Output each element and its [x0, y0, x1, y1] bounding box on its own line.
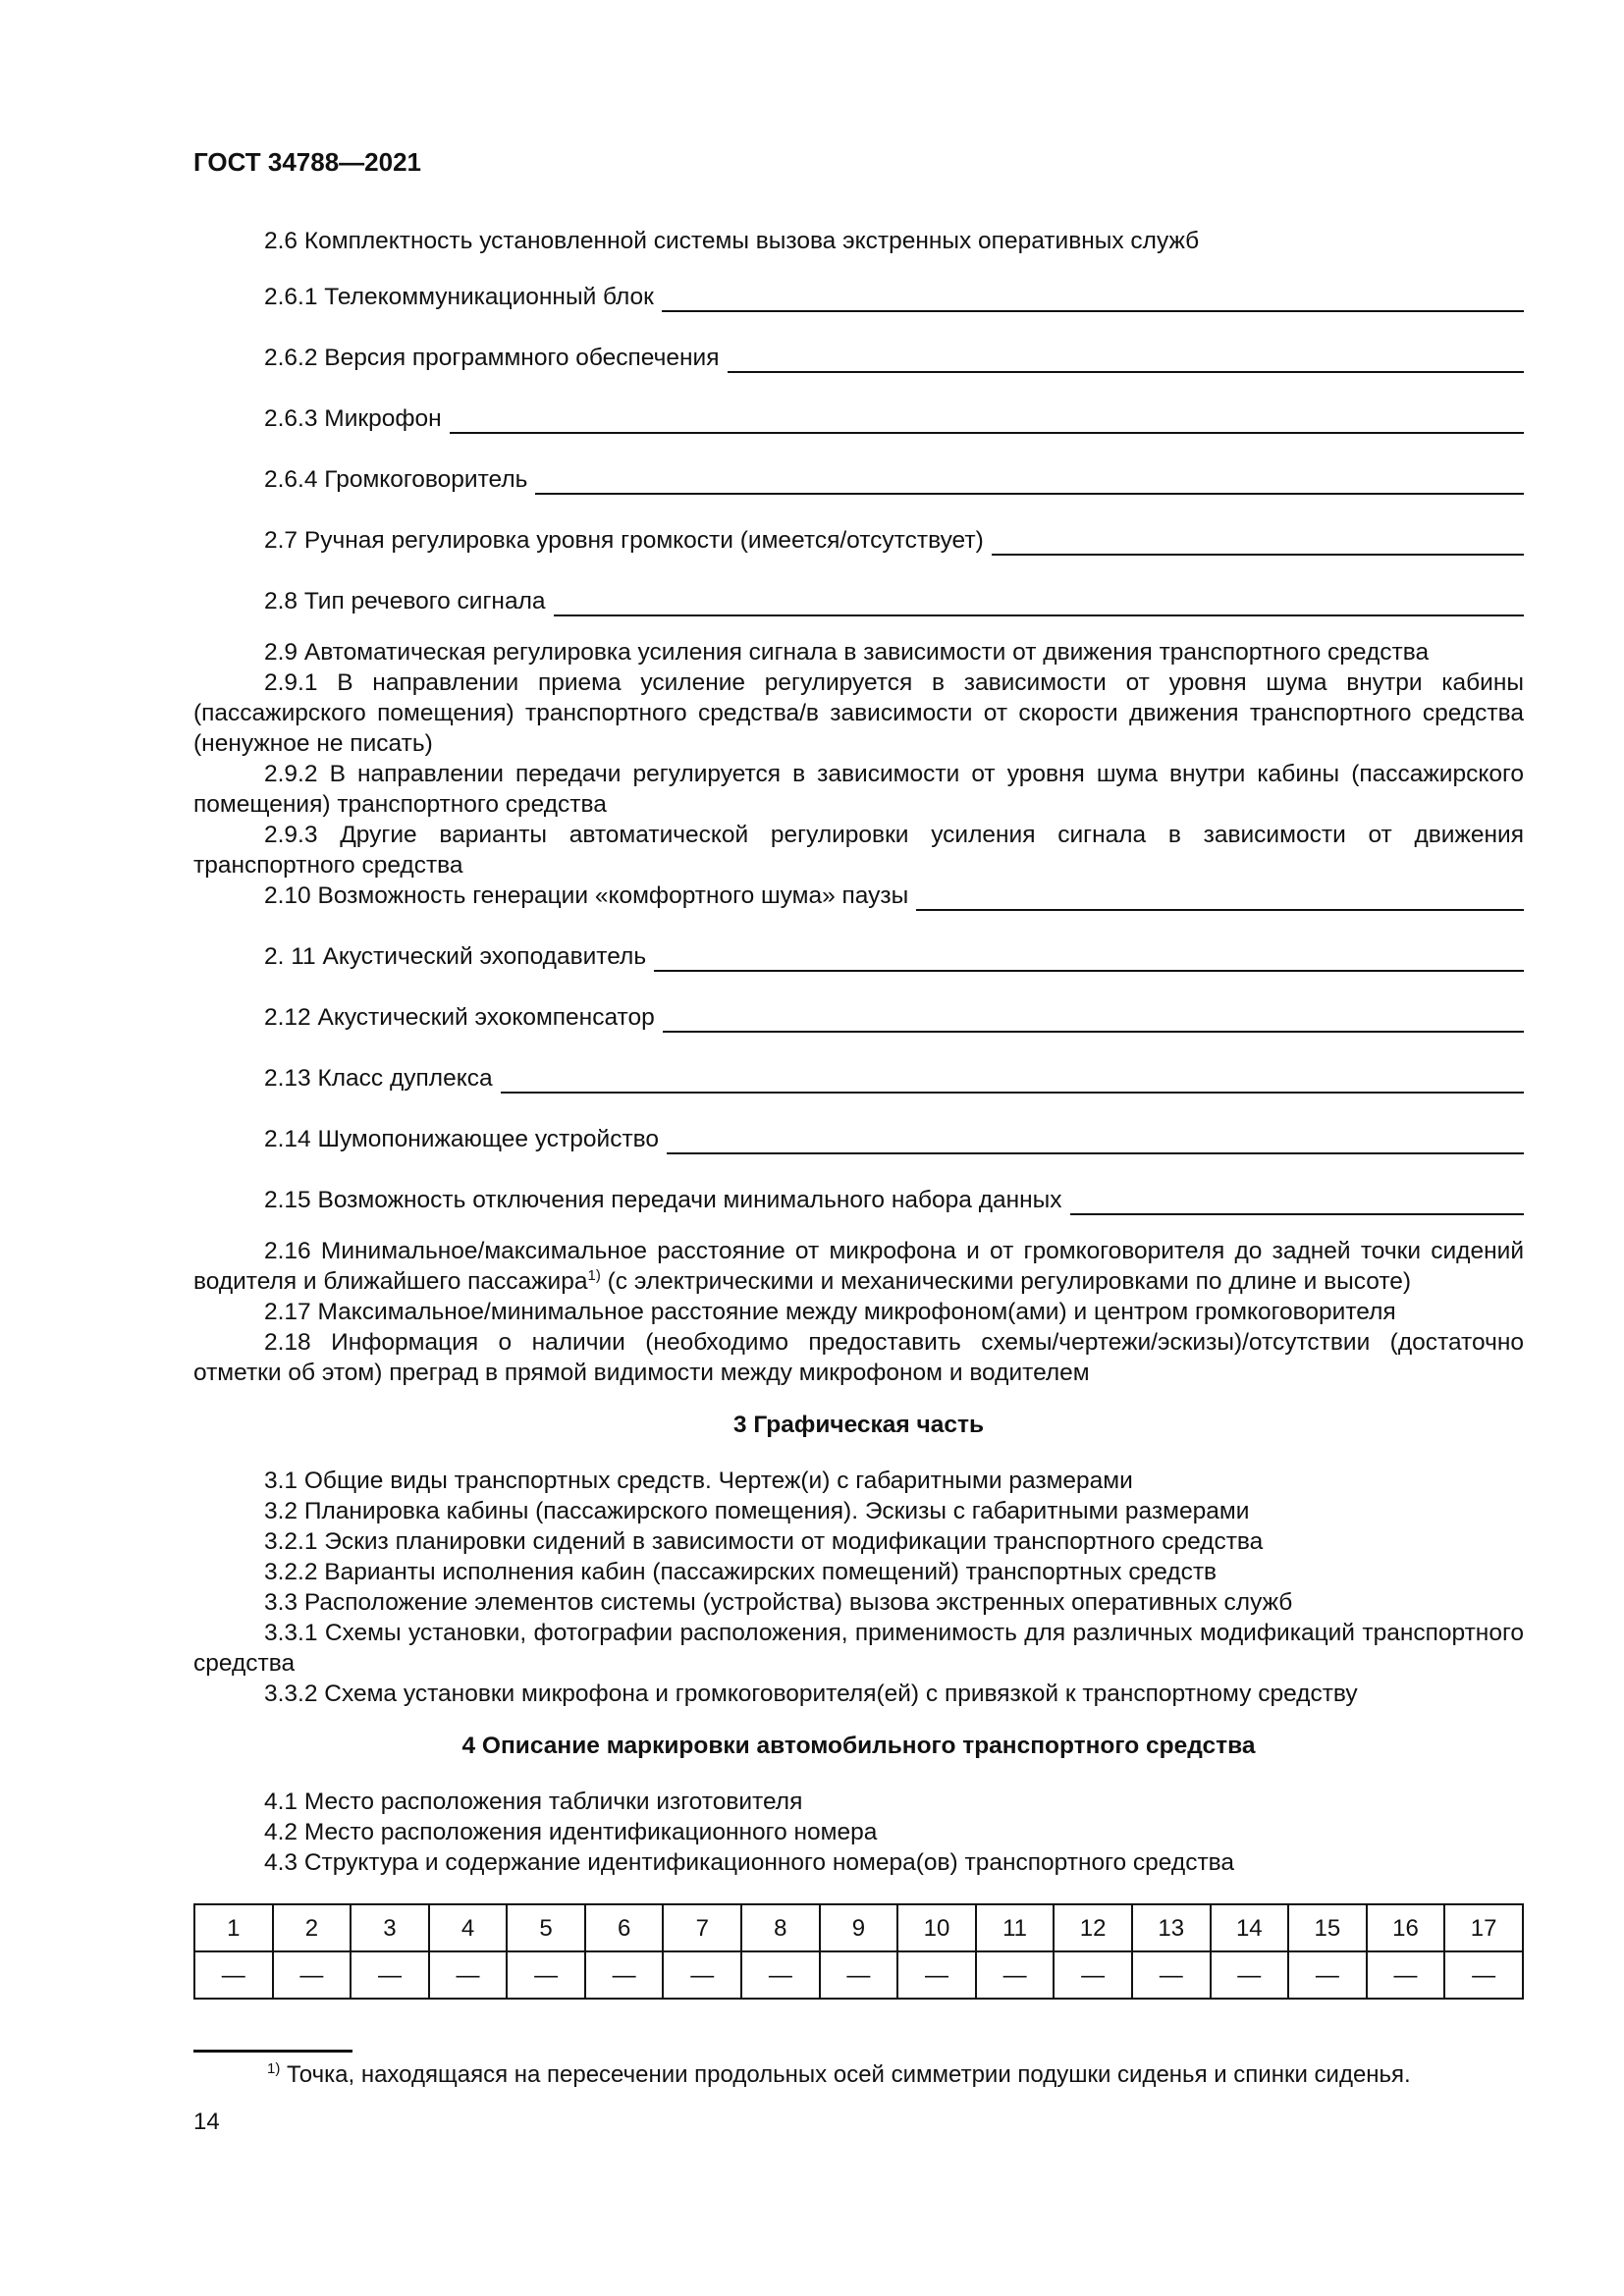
- paragraph-2-9-1: 2.9.1 В направлении приема усиление регулируется в зависимости от уровня шума внутри кабины (пассажирского помещения) транспортного средства/в зависимости от скорости движения транспортного средства (ненужное не писать): [193, 669, 1524, 757]
- table-cell: 7: [663, 1904, 741, 1951]
- list-item: 3.2.2 Варианты исполнения кабин (пассажирских помещений) транспортных средств: [264, 1559, 1218, 1585]
- paragraph-2-16: [193, 1236, 1524, 1297]
- table-cell: 15: [1288, 1904, 1367, 1951]
- field-label: 2.13 Класс дуплекса: [264, 1065, 493, 1092]
- table-cell: 4: [429, 1904, 508, 1951]
- table-cell: —: [1132, 1951, 1211, 1999]
- fill-blank: [663, 1009, 1524, 1033]
- table-cell: —: [1444, 1951, 1523, 1999]
- list-item: 4.2 Место расположения идентификационного номера: [264, 1819, 878, 1845]
- field-label: 2.6.1 Телекоммуникационный блок: [264, 284, 654, 310]
- fill-blank: [450, 410, 1524, 434]
- field-manual-volume: [193, 525, 1524, 556]
- document-header: ГОСТ 34788—2021: [193, 147, 421, 177]
- section-3-list: [193, 1466, 1524, 1618]
- fill-blank: [1070, 1192, 1524, 1215]
- field-label: 2.12 Акустический эхокомпенсатор: [264, 1004, 655, 1031]
- table-cell: 3: [351, 1904, 429, 1951]
- page-number: 14: [193, 2109, 220, 2135]
- footnote-text: Точка, находящаяся на пересечении продольных осей симметрии подушки сиденья и спинки сиденья.: [280, 2061, 1411, 2088]
- table-cell: 16: [1367, 1904, 1445, 1951]
- table-cell: 13: [1132, 1904, 1211, 1951]
- field-comfort-noise: [193, 881, 1524, 911]
- paragraph-3-3-2: 3.3.2 Схема установки микрофона и громкоговорителя(ей) с привязкой к транспортному средству: [264, 1681, 1358, 1707]
- field-microphone: [193, 403, 1524, 434]
- field-software-version: [193, 343, 1524, 373]
- field-msd-disable: [193, 1185, 1524, 1215]
- table-cell: —: [585, 1951, 664, 1999]
- footnote: [267, 2059, 1411, 2090]
- paragraph-2-17: 2.17 Максимальное/минимальное расстояние между микрофоном(ами) и центром громкоговорителя: [264, 1299, 1396, 1325]
- field-label: 2.14 Шумопонижающее устройство: [264, 1126, 660, 1152]
- paragraph-2-6: 2.6 Комплектность установленной системы вызова экстренных оперативных служб: [264, 228, 1200, 254]
- table-cell: —: [897, 1951, 976, 1999]
- fill-blank: [501, 1070, 1524, 1094]
- table-row-positions: [194, 1904, 1523, 1951]
- field-echo-suppressor: [193, 941, 1524, 972]
- footnote-separator: [193, 2050, 352, 2053]
- table-cell: —: [1367, 1951, 1445, 1999]
- field-echo-canceller: [193, 1002, 1524, 1033]
- section-4-title: 4 Описание маркировки автомобильного транспортного средства: [461, 1733, 1256, 1759]
- table-cell: —: [820, 1951, 898, 1999]
- list-item: 3.3 Расположение элементов системы (устройства) вызова экстренных оперативных служб: [264, 1589, 1293, 1616]
- fill-blank: [535, 471, 1524, 495]
- table-cell: 11: [976, 1904, 1055, 1951]
- field-label: 2.6.3 Микрофон: [264, 405, 442, 432]
- paragraph-2-9-2: 2.9.2 В направлении передачи регулируется в зависимости от уровня шума внутри кабины (пассажирского помещения) транспортного средства: [193, 761, 1524, 818]
- paragraph-2-16-tail: (с электрическими и механическими регулировками по длине и высоте): [600, 1268, 1412, 1295]
- table-cell: 1: [194, 1904, 273, 1951]
- table-cell: —: [1288, 1951, 1367, 1999]
- field-telecom-unit: [193, 282, 1524, 312]
- footnote-marker: 1): [587, 1266, 601, 1284]
- table-cell: 2: [273, 1904, 352, 1951]
- field-label: 2.8 Тип речевого сигнала: [264, 588, 546, 614]
- section-3-title: 3 Графическая часть: [732, 1412, 985, 1438]
- table-cell: 9: [820, 1904, 898, 1951]
- fill-blank: [662, 289, 1524, 312]
- table-cell: 17: [1444, 1904, 1523, 1951]
- fill-blank: [992, 532, 1524, 556]
- table-cell: 6: [585, 1904, 664, 1951]
- fill-blank: [667, 1131, 1524, 1154]
- list-item: 3.2.1 Эскиз планировки сидений в зависимости от модификации транспортного средства: [264, 1528, 1264, 1555]
- table-cell: —: [976, 1951, 1055, 1999]
- fill-blank: [554, 593, 1525, 616]
- table-cell: 12: [1054, 1904, 1132, 1951]
- paragraph-2-18: 2.18 Информация о наличии (необходимо предоставить схемы/чертежи/эскизы)/отсутствии (достаточно отметки об этом) преград в прямой видимости между микрофоном и водителем: [193, 1329, 1524, 1386]
- table-cell: —: [273, 1951, 352, 1999]
- table-cell: —: [741, 1951, 820, 1999]
- field-label: 2.6.4 Громкоговоритель: [264, 466, 528, 493]
- table-cell: 10: [897, 1904, 976, 1951]
- table-cell: —: [663, 1951, 741, 1999]
- paragraph-3-3-1: 3.3.1 Схемы установки, фотографии расположения, применимость для различных модификаций транспортного средства: [193, 1620, 1524, 1677]
- field-label: 2.7 Ручная регулировка уровня громкости (имеется/отсутствует): [264, 527, 984, 554]
- paragraph-2-9-3: 2.9.3 Другие варианты автоматической регулировки усиления сигнала в зависимости от движения транспортного средства: [193, 822, 1524, 879]
- list-item: 4.1 Место расположения таблички изготовителя: [264, 1789, 803, 1815]
- paragraph-2-16-text: 2.16 Минимальное/максимальное расстояние от микрофона и от громкоговорителя до задней точки сидений водителя и ближайшего пассажира: [193, 1238, 1524, 1295]
- field-label: 2.10 Возможность генерации «комфортного шума» паузы: [264, 882, 909, 909]
- table-cell: —: [429, 1951, 508, 1999]
- fill-blank: [916, 887, 1524, 911]
- table-cell: —: [507, 1951, 585, 1999]
- footnote-mark: 1): [267, 2060, 281, 2077]
- table-cell: 8: [741, 1904, 820, 1951]
- field-loudspeaker: [193, 464, 1524, 495]
- field-label: 2.15 Возможность отключения передачи минимального набора данных: [264, 1187, 1062, 1213]
- list-item: 3.2 Планировка кабины (пассажирского помещения). Эскизы с габаритными размерами: [264, 1498, 1250, 1524]
- table-cell: 14: [1211, 1904, 1289, 1951]
- fill-blank: [654, 948, 1524, 972]
- field-label: 2.6.2 Версия программного обеспечения: [264, 345, 720, 371]
- field-label: 2. 11 Акустический эхоподавитель: [264, 943, 647, 970]
- field-noise-reduction: [193, 1124, 1524, 1154]
- table-cell: —: [1211, 1951, 1289, 1999]
- field-speech-signal-type: [193, 586, 1524, 616]
- list-item: 4.3 Структура и содержание идентификационного номера(ов) транспортного средства: [264, 1849, 1235, 1876]
- vin-structure-table: [193, 1903, 1524, 2000]
- paragraph-2-9: 2.9 Автоматическая регулировка усиления сигнала в зависимости от движения транспортного средства: [264, 639, 1430, 666]
- field-duplex-class: [193, 1063, 1524, 1094]
- document-body: [193, 226, 1524, 2000]
- table-cell: —: [194, 1951, 273, 1999]
- table-cell: —: [351, 1951, 429, 1999]
- fill-blank: [728, 349, 1525, 373]
- table-cell: 5: [507, 1904, 585, 1951]
- table-cell: —: [1054, 1951, 1132, 1999]
- table-row-values: [194, 1951, 1523, 1999]
- list-item: 3.1 Общие виды транспортных средств. Чертеж(и) с габаритными размерами: [264, 1468, 1133, 1494]
- section-4-list: [193, 1787, 1524, 1878]
